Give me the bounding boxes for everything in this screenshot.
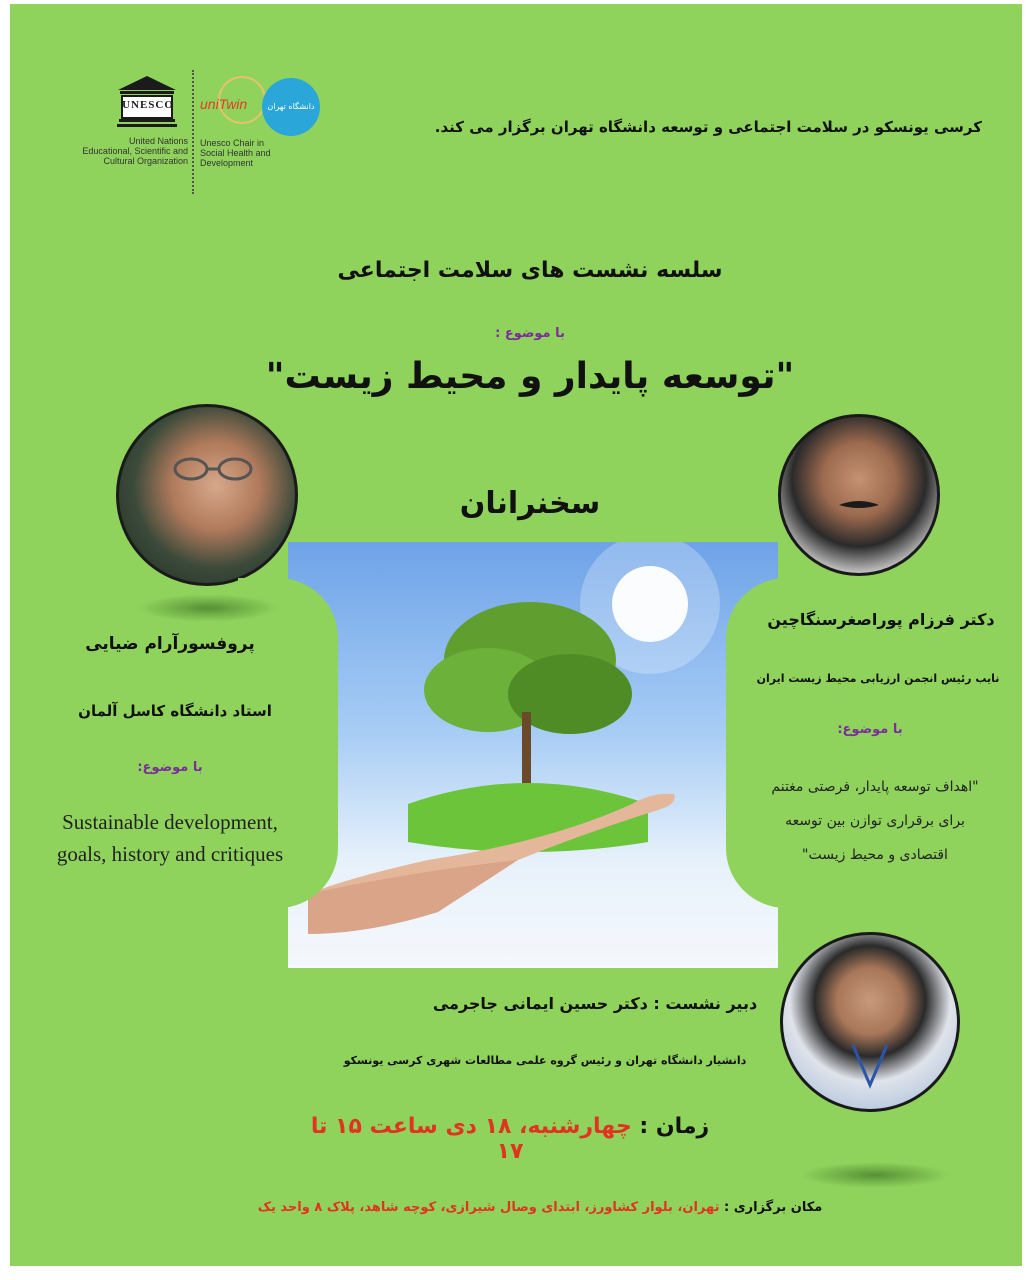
speaker-left-topic-label: با موضوع: (137, 760, 203, 775)
unesco-caption (76, 136, 188, 166)
unitwin-caption-line: Social Health and (200, 148, 271, 158)
speaker-right-name: دکتر فرزام پوراصغرسنگاچین (767, 610, 995, 629)
speaker-right-mustache-icon (781, 417, 937, 573)
speaker-left-name: پروفسورآرام ضیایی (85, 634, 255, 654)
event-poster (10, 4, 1022, 1266)
speaker-right-topic-line: برای برقراری توازن بین توسعه (785, 813, 965, 829)
university-seal-text: دانشگاه تهران (267, 102, 315, 111)
event-venue-label: مکان برگزاری : (724, 1200, 823, 1215)
topic-label: با موضوع : (495, 326, 565, 341)
unitwin-caption-line: Unesco Chair in (200, 138, 265, 148)
tree-in-hand-image (288, 542, 778, 968)
event-venue (150, 1200, 930, 1215)
event-time (310, 1114, 710, 1164)
speaker-right-photo (778, 414, 940, 576)
unesco-wordmark: UNESCO (122, 99, 174, 111)
speaker-right-topic-line: "اهداف توسعه پایدار، فرصتی مغتنم (771, 779, 979, 795)
speaker-right-topic-label: با موضوع: (837, 722, 903, 737)
unesco-logo (78, 74, 190, 179)
speaker-left-glasses-icon (119, 407, 295, 583)
speaker-left-topic-line: goals, history and critiques (56, 842, 284, 866)
unitwin-caption (200, 138, 271, 168)
logo-divider (192, 70, 194, 194)
unesco-caption-line: Educational, Scientific and (82, 146, 188, 156)
secretary-role: دانشیار دانشگاه تهران و رئیس گروه علمی مطالعات شهری کرسی یونسکو (343, 1054, 747, 1067)
speaker-right-topic (740, 770, 1010, 872)
speaker-right-role: نایب رئیس انجمن ارزیابی محیط زیست ایران (756, 672, 1000, 685)
speaker-right-topic-line: اقتصادی و محیط زیست" (802, 847, 948, 863)
secretary-lanyard-icon (783, 935, 957, 1109)
tree-hand-illustration (288, 542, 778, 968)
speaker-left-photo (116, 404, 298, 586)
unesco-caption-line: United Nations (128, 136, 188, 146)
speaker-left-topic (30, 806, 310, 870)
secretary-photo (780, 932, 960, 1112)
speaker-left-topic-line: Sustainable development, (62, 810, 278, 834)
unitwin-caption-line: Development (200, 158, 254, 168)
unesco-caption-line: Cultural Organization (103, 156, 188, 166)
speaker-left-role: استاد دانشگاه کاسل آلمان (78, 702, 272, 720)
event-time-value: چهارشنبه، ۱۸ دی ساعت ۱۵ تا ۱۷ (310, 1114, 632, 1164)
unitwin-wordmark: uniTwin (200, 96, 248, 112)
event-venue-value: تهران، بلوار کشاورز، ابتدای وصال شیرازی، کوچه شاهد، پلاک ۸ واحد یک (257, 1200, 720, 1215)
university-seal (262, 78, 320, 136)
speakers-heading: سخنرانان (459, 486, 601, 521)
event-time-label: زمان : (639, 1114, 710, 1139)
main-topic: "توسعه پایدار و محیط زیست" (265, 356, 795, 397)
bottom-shadow-decoration (800, 1162, 950, 1188)
series-title: سلسه نشست های سلامت اجتماعی (337, 258, 723, 283)
secretary-name: دبیر نشست : دکتر حسین ایمانی جاجرمی (432, 994, 758, 1013)
organizer-line: کرسی یونسکو در سلامت اجتماعی و توسعه دانشگاه تهران برگزار می کند. (434, 118, 982, 136)
left-shadow-decoration (138, 594, 278, 622)
